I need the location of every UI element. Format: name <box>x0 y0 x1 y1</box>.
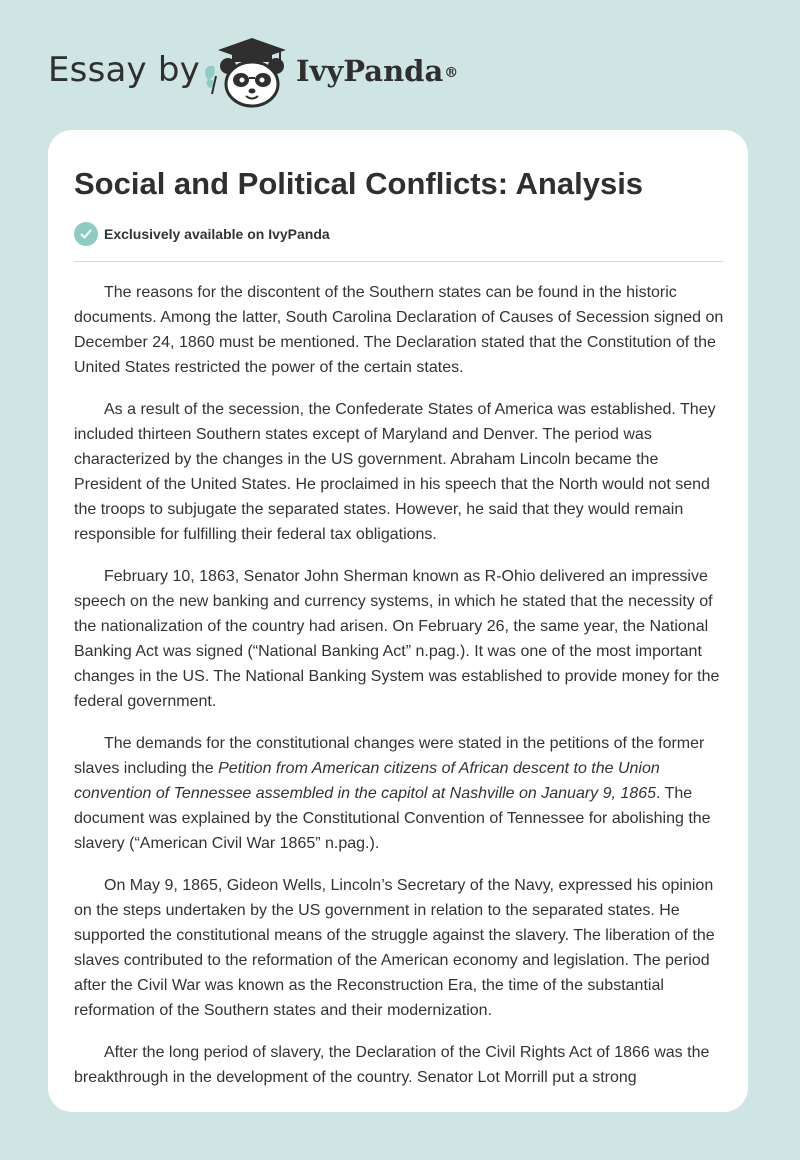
exclusive-badge <box>74 222 330 246</box>
panda-graduate-logo-icon[interactable] <box>200 36 300 108</box>
checkmark-icon <box>74 222 98 246</box>
paragraph: After the long period of slavery, the Declaration of the Civil Rights Act of 1866 was the breakthrough in the development of the country. Senator Lot Morrill put a strong <box>74 1044 710 1086</box>
site-header <box>0 0 800 120</box>
brand-text: IvyPanda <box>296 54 444 88</box>
paragraph-text: The demands for the constitutional changes were stated in the petitions of the former slaves including the <box>74 735 705 777</box>
brand-name[interactable] <box>296 53 458 89</box>
petition-title: Petition from American citizens of African descent to the Union convention of Tennessee assembled in the capitol at Nashville on January 9, 1865 <box>74 760 660 802</box>
paragraph: February 10, 1863, Senator John Sherman known as R-Ohio delivered an impressive speech on the new banking and currency systems, in which he stated that the necessity of the nationalization of the country had arisen. On February 26, the same year, the National Banking Act was signed (“National Banking Act” n.pag.). It was one of the most important changes in the US. The National Banking System was established to provide money for the federal government. <box>74 568 720 710</box>
paragraph <box>74 731 726 856</box>
registered-mark: ® <box>444 65 459 81</box>
essay-by-label: Essay by <box>48 50 200 90</box>
paragraph: The reasons for the discontent of the Southern states can be found in the historic documents. Among the latter, South Carolina Declaration of Causes of Secession signed on December 24, 1860 must be mentioned. The Declaration stated that the Constitution of the United States restricted the power of the certain states. <box>74 284 724 376</box>
paragraph-text: . The document was explained by the Constitutional Convention of Tennessee for abolishing the slavery (“American Civil War 1865” n.pag.). <box>74 785 711 852</box>
essay-card <box>48 130 748 1112</box>
divider <box>74 261 724 262</box>
essay-body <box>74 280 726 1107</box>
paragraph: On May 9, 1865, Gideon Wells, Lincoln’s Secretary of the Navy, expressed his opinion on the steps undertaken by the US government in relation to the separated states. He supported the constitutional means of the struggle against the slavery. The liberation of the slaves contributed to the reformation of the American economy and legislation. The period after the Civil War was known as the Reconstruction Era, the time of the substantial reformation of the Southern states and their modernization. <box>74 877 715 1019</box>
paragraph: As a result of the secession, the Confederate States of America was established. They included thirteen Southern states except of Maryland and Denver. The period was characterized by the changes in the US government. Abraham Lincoln became the President of the United States. He proclaimed in his speech that the North would not send the troops to subjugate the separated states. However, he said that they would remain responsible for fulfilling their federal tax obligations. <box>74 401 716 543</box>
badge-label: Exclusively available on IvyPanda <box>104 226 330 242</box>
page-title: Social and Political Conflicts: Analysis <box>74 166 644 201</box>
